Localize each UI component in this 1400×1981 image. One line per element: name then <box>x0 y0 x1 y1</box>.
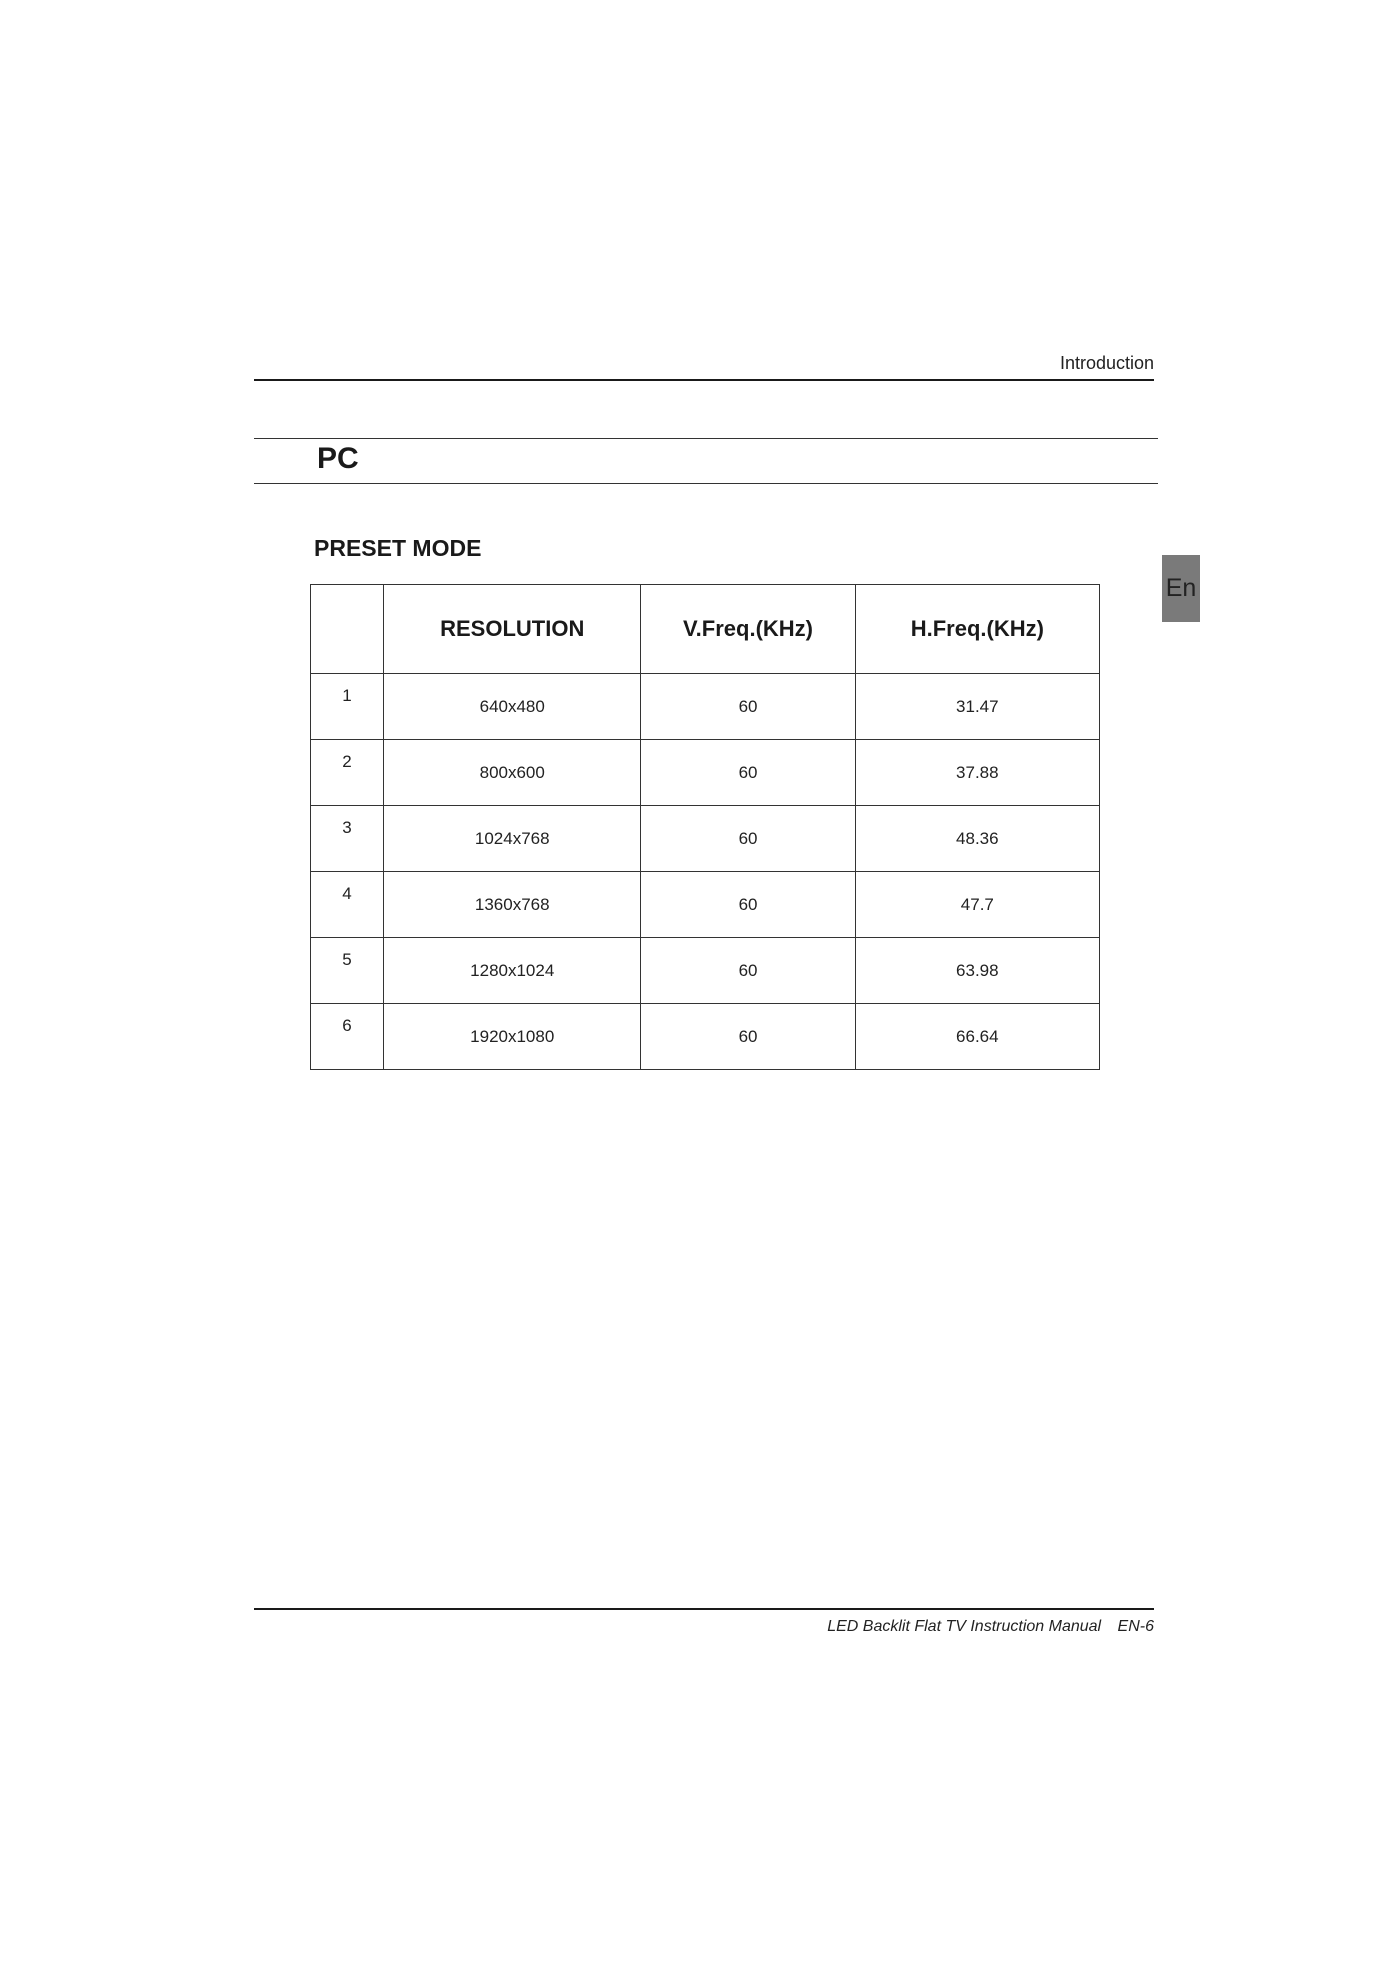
cell-hfreq: 48.36 <box>855 806 1099 872</box>
cell-resolution: 640x480 <box>384 674 641 740</box>
cell-vfreq: 60 <box>641 740 855 806</box>
preset-mode-table <box>310 584 1100 1070</box>
header-rule <box>254 379 1154 381</box>
cell-vfreq: 60 <box>641 806 855 872</box>
cell-resolution: 1360x768 <box>384 872 641 938</box>
row-index: 5 <box>311 938 384 1004</box>
row-index: 1 <box>311 674 384 740</box>
row-index: 3 <box>311 806 384 872</box>
cell-vfreq: 60 <box>641 938 855 1004</box>
column-header-index <box>311 585 384 674</box>
cell-resolution: 1920x1080 <box>384 1004 641 1070</box>
table-row <box>311 674 1100 740</box>
column-header-hfreq: H.Freq.(KHz) <box>855 585 1099 674</box>
table-row <box>311 806 1100 872</box>
cell-hfreq: 47.7 <box>855 872 1099 938</box>
cell-hfreq: 37.88 <box>855 740 1099 806</box>
column-header-vfreq: V.Freq.(KHz) <box>641 585 855 674</box>
table-row <box>311 938 1100 1004</box>
cell-resolution: 800x600 <box>384 740 641 806</box>
cell-resolution: 1280x1024 <box>384 938 641 1004</box>
cell-hfreq: 31.47 <box>855 674 1099 740</box>
page-title: PC <box>317 442 359 475</box>
table-row <box>311 872 1100 938</box>
title-rule-top <box>254 438 1158 439</box>
header-section-title: Introduction <box>1059 353 1154 373</box>
table-row <box>311 1004 1100 1070</box>
section-subtitle: PRESET MODE <box>314 535 482 561</box>
table-row <box>311 740 1100 806</box>
cell-vfreq: 60 <box>641 1004 855 1070</box>
page-number: EN-6 <box>1117 1618 1154 1635</box>
title-rule-bottom <box>254 483 1158 484</box>
row-index: 4 <box>311 872 384 938</box>
cell-hfreq: 66.64 <box>855 1004 1099 1070</box>
cell-vfreq: 60 <box>641 674 855 740</box>
page-footer <box>254 1618 1154 1636</box>
language-tab: En <box>1162 555 1200 622</box>
table-header-row <box>311 585 1100 674</box>
footer-manual-title: LED Backlit Flat TV Instruction Manual <box>827 1618 1102 1635</box>
cell-vfreq: 60 <box>641 872 855 938</box>
cell-resolution: 1024x768 <box>384 806 641 872</box>
footer-rule <box>254 1608 1154 1610</box>
cell-hfreq: 63.98 <box>855 938 1099 1004</box>
row-index: 6 <box>311 1004 384 1070</box>
row-index: 2 <box>311 740 384 806</box>
column-header-resolution: RESOLUTION <box>384 585 641 674</box>
